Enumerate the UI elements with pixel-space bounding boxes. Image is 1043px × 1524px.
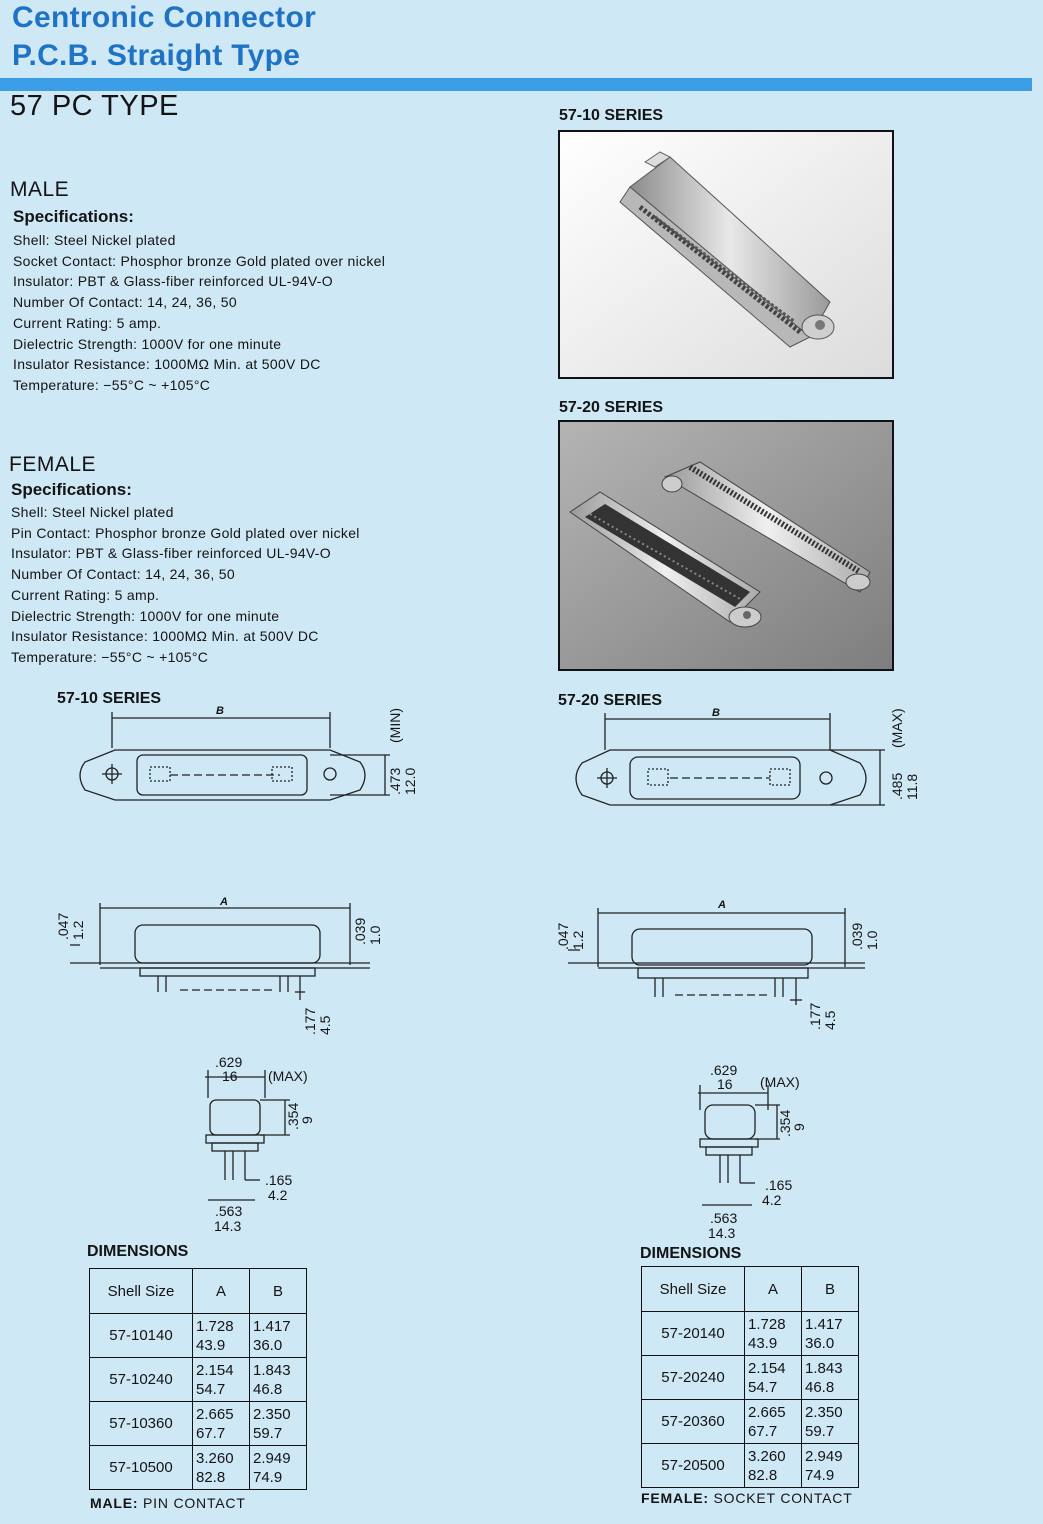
dim-b-label: B [216,705,224,717]
spec-value: 1000V for one minute [137,335,282,352]
dim-base-in: .563 [215,1203,243,1219]
mm-value: 46.8 [253,1380,283,1398]
spec-value: 1000MΩ Min. at 500V DC [148,628,319,645]
left-caption-text: PIN CONTACT [138,1495,246,1511]
spec-value: −55°C ~ +105°C [97,648,209,665]
photo-series-20-label: 57-20 SERIES [559,399,664,416]
spec-item [13,251,385,272]
table-header-cell: A [193,1269,250,1314]
dim-body-in: .354 [285,1102,301,1130]
dim-pitch-mm: 4.2 [268,1187,288,1203]
male-spec-list [13,230,385,396]
inch-value: 2.949 [805,1447,843,1465]
dim-plate-mm: 1.0 [367,925,383,945]
shell-size-cell: 57-20360 [642,1400,745,1444]
spec-label: Current Rating: [13,314,113,331]
dim-base-mm-right: 14.3 [708,1225,736,1241]
mm-value: 54.7 [748,1378,778,1396]
spec-item [11,543,360,564]
spec-item [13,354,385,375]
dim-a-cell [193,1446,250,1490]
dim-flange-in-right: .047 [555,922,571,950]
spec-item [11,626,360,647]
shell-size-cell: 57-10360 [90,1402,193,1446]
dim-b-cell [250,1402,307,1446]
mm-value: 82.8 [196,1468,226,1486]
shell-size-cell: 57-20500 [642,1444,745,1488]
page-title-line2: P.C.B. Straight Type [12,39,301,72]
dim-pin-in: .177 [302,1007,318,1035]
table-header-cell: B [802,1267,859,1312]
mm-value: 46.8 [805,1378,835,1396]
spec-label: Dielectric Strength: [11,607,136,624]
dim-a-cell [745,1400,802,1444]
dim-body-mm: 9 [299,1116,315,1124]
spec-value: 1000MΩ Min. at 500V DC [150,356,321,373]
dim-pitch-in: .165 [265,1172,293,1188]
spec-label: Temperature: [11,648,98,665]
dim-pin-mm: 4.5 [317,1015,333,1035]
dim-flange-mm-right: 1.2 [570,930,586,950]
dim-width-in: .629 [215,1054,243,1070]
drawing-left-label: 57-10 SERIES [57,690,162,707]
spec-item [13,375,385,396]
mm-value: 74.9 [253,1468,283,1486]
male-spec-heading: Specifications: [13,207,134,226]
dim-height-in-right: .485 [889,772,905,800]
dim-plate-in-right: .039 [849,922,865,950]
spec-label: Shell: [11,504,48,520]
spec-item [13,230,385,251]
table-header-cell: A [745,1267,802,1312]
shell-size-cell: 57-20240 [642,1356,745,1400]
dim-width-mm-right: 16 [717,1076,733,1092]
dim-height-note-right: (MAX) [889,708,905,748]
dim-flange-in: .047 [55,912,71,940]
shell-size-cell: 57-20140 [642,1312,745,1356]
dim-a-label: A [220,896,228,908]
inch-value: 1.728 [748,1315,786,1333]
dim-b-label-right: B [712,707,720,719]
spec-label: Insulator: [13,273,74,290]
spec-label: Insulator: [11,545,72,562]
spec-item [11,606,360,627]
spec-value: Phosphor bronze Gold plated over nickel [90,524,360,541]
spec-label: Pin Contact: [11,524,91,541]
dim-height-mm: 12.0 [402,767,418,795]
right-table-caption [641,1490,853,1506]
spec-item [13,313,385,334]
right-caption-bold: FEMALE: [641,1490,709,1506]
table-row [90,1358,307,1402]
dim-pin-mm-right: 4.5 [822,1010,838,1030]
drawing-left [40,700,440,1240]
dim-b-cell [250,1314,307,1358]
table-header-cell: B [250,1269,307,1314]
shell-size-cell: 57-10240 [90,1358,193,1402]
table-row [642,1444,859,1488]
spec-label: Current Rating: [11,586,111,603]
spec-label: Socket Contact: [13,252,117,269]
dim-width-note-right: (MAX) [760,1074,800,1090]
male-section-title: MALE [10,178,70,201]
female-spec-list [11,502,360,668]
dim-a-cell [193,1402,250,1446]
spec-value: 5 amp. [110,586,160,603]
inch-value: 3.260 [196,1449,234,1467]
spec-value: 14, 24, 36, 50 [140,566,235,583]
dim-b-cell [802,1356,859,1400]
dim-plate-in: .039 [352,917,368,945]
left-dimensions-table [89,1268,307,1490]
inch-value: 2.154 [196,1361,234,1379]
dim-flange-mm: 1.2 [70,920,86,940]
dim-a-cell [193,1314,250,1358]
left-table-caption [90,1495,246,1511]
spec-label: Shell: [13,232,50,248]
left-caption-bold: MALE: [90,1495,139,1511]
spec-value: −55°C ~ +105°C [99,376,211,393]
table-row [642,1356,859,1400]
dim-b-cell [250,1358,307,1402]
inch-value: 1.417 [805,1315,843,1333]
inch-value: 1.843 [805,1359,843,1377]
dim-pitch-in-right: .165 [765,1177,793,1193]
table-header-row [90,1269,307,1314]
dim-a-cell [745,1444,802,1488]
right-dimensions-table [641,1266,859,1488]
spec-value: 5 amp. [112,314,162,331]
photo-57-10-connector [558,130,894,379]
spec-item [13,292,385,313]
dim-b-cell [802,1444,859,1488]
dim-height-note: (MIN) [387,708,403,743]
table-header-row [642,1267,859,1312]
inch-value: 3.260 [748,1447,786,1465]
spec-item [13,271,385,292]
spec-item [11,564,360,585]
spec-label: Temperature: [13,376,100,393]
inch-value: 1.417 [253,1317,291,1335]
dim-a-cell [745,1356,802,1400]
mm-value: 67.7 [196,1424,226,1442]
dim-a-cell [745,1312,802,1356]
spec-label: Dielectric Strength: [13,335,138,352]
spec-value: Steel Nickel plated [49,232,176,248]
dim-body-mm-right: 9 [791,1123,807,1131]
right-caption-text: SOCKET CONTACT [708,1490,853,1506]
table-row [90,1402,307,1446]
drawing-right [540,705,940,1245]
page-subtitle: 57 PC TYPE [10,90,179,122]
spec-value: PBT & Glass-fiber reinforced UL-94V-O [71,545,331,562]
dim-base-in-right: .563 [710,1210,738,1226]
dim-a-label-right: A [718,899,726,911]
drawing-right-label: 57-20 SERIES [558,692,663,709]
female-section-title: FEMALE [9,453,97,476]
dim-base-mm: 14.3 [214,1218,242,1234]
spec-label: Number Of Contact: [13,294,143,311]
shell-size-cell: 57-10500 [90,1446,193,1490]
table-row [90,1446,307,1490]
spec-label: Insulator Resistance: [13,356,151,373]
spec-item [11,585,360,606]
spec-item [11,523,360,544]
spec-value: PBT & Glass-fiber reinforced UL-94V-O [73,273,333,290]
photo-series-10-label: 57-10 SERIES [559,107,664,124]
mm-value: 82.8 [748,1466,778,1484]
dim-pin-in-right: .177 [807,1002,823,1030]
dim-width-note: (MAX) [268,1068,308,1084]
dim-width-mm: 16 [222,1068,238,1084]
dim-body-in-right: .354 [777,1109,793,1137]
right-dimensions-title: DIMENSIONS [640,1245,742,1262]
inch-value: 2.665 [196,1405,234,1423]
dim-b-cell [250,1446,307,1490]
table-row [642,1312,859,1356]
spec-value: Phosphor bronze Gold plated over nickel [116,252,386,269]
shell-size-cell: 57-10140 [90,1314,193,1358]
mm-value: 67.7 [748,1422,778,1440]
mm-value: 59.7 [253,1424,283,1442]
page-title-line1: Centronic Connector [12,1,317,34]
spec-label: Number Of Contact: [11,566,141,583]
mm-value: 36.0 [805,1334,835,1352]
dim-b-cell [802,1400,859,1444]
female-connector-photo-icon [560,422,892,669]
table-row [642,1400,859,1444]
spec-label: Insulator Resistance: [11,628,149,645]
spec-value: Steel Nickel plated [47,504,174,520]
spec-value: 1000V for one minute [135,607,280,624]
inch-value: 1.843 [253,1361,291,1379]
male-connector-photo-icon [560,132,892,377]
mm-value: 54.7 [196,1380,226,1398]
dim-width-in-right: .629 [710,1062,738,1078]
table-header-cell: Shell Size [642,1267,745,1312]
inch-value: 2.350 [253,1405,291,1423]
spec-value: 14, 24, 36, 50 [142,294,237,311]
dim-plate-mm-right: 1.0 [864,930,880,950]
inch-value: 2.665 [748,1403,786,1421]
inch-value: 1.728 [196,1317,234,1335]
left-dimensions-title: DIMENSIONS [87,1243,189,1260]
dim-pitch-mm-right: 4.2 [762,1192,782,1208]
photo-57-20-connectors [558,420,894,671]
female-spec-heading: Specifications: [11,480,132,499]
inch-value: 2.154 [748,1359,786,1377]
inch-value: 2.949 [253,1449,291,1467]
mm-value: 74.9 [805,1466,835,1484]
dim-b-cell [802,1312,859,1356]
inch-value: 2.350 [805,1403,843,1421]
spec-item [13,334,385,355]
dim-height-in: .473 [387,767,403,795]
table-row [90,1314,307,1358]
table-header-cell: Shell Size [90,1269,193,1314]
mm-value: 43.9 [196,1336,226,1354]
dim-a-cell [193,1358,250,1402]
mm-value: 59.7 [805,1422,835,1440]
mm-value: 36.0 [253,1336,283,1354]
mm-value: 43.9 [748,1334,778,1352]
spec-item [11,647,360,668]
spec-item [11,502,360,523]
dim-height-mm-right: 11.8 [904,773,920,800]
